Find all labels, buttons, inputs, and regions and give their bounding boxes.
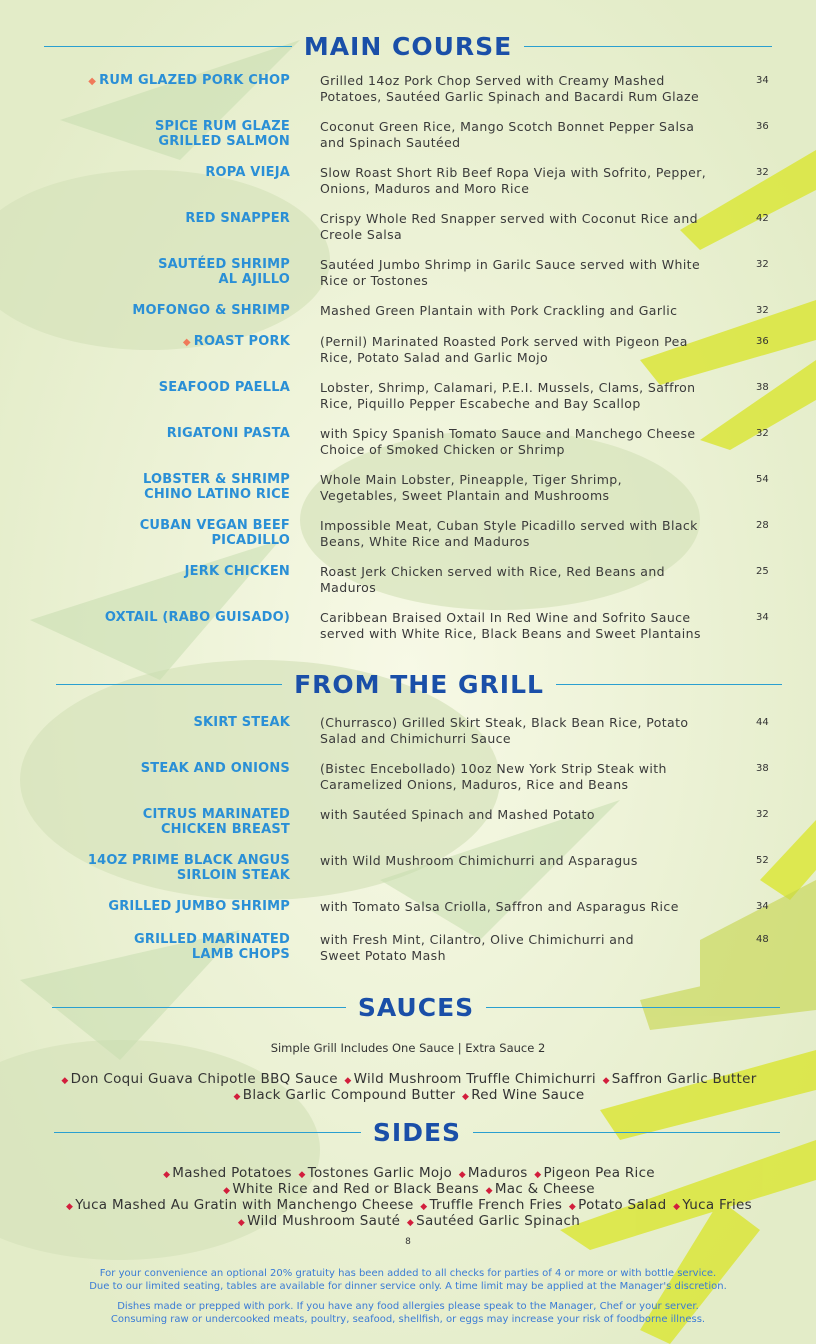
dish-name bbox=[30, 334, 290, 350]
dish-price: 32 bbox=[756, 305, 769, 316]
description-line: (Bistec Encebollado) 10oz New York Strip Steak with bbox=[320, 761, 667, 776]
description-line: and Spinach Sautéed bbox=[320, 134, 461, 150]
dish-price: 28 bbox=[756, 520, 769, 531]
sides-line bbox=[0, 1213, 816, 1231]
header-rule-left bbox=[54, 1132, 361, 1133]
description-line: Beans, White Rice and Maduros bbox=[320, 533, 530, 549]
bullet-diamond-icon: ◆ bbox=[673, 1202, 681, 1212]
dish-description bbox=[320, 119, 740, 150]
bullet-diamond-icon: ◆ bbox=[458, 1170, 466, 1180]
sides-item: Potato Salad bbox=[578, 1197, 667, 1213]
dish-name bbox=[30, 257, 290, 287]
description-line: Slow Roast Short Rib Beef Ropa Vieja with Sofrito, Pepper, bbox=[320, 165, 707, 180]
description-line: Crispy Whole Red Snapper served with Coconut Rice and bbox=[320, 211, 698, 226]
description-line: with Sautéed Spinach and Mashed Potato bbox=[320, 807, 595, 822]
allergy-notice bbox=[0, 1300, 816, 1326]
grill-title: FROM THE GRILL bbox=[294, 670, 544, 699]
bullet-diamond-icon: ◆ bbox=[61, 1076, 69, 1086]
description-line: Caramelized Onions, Maduros, Rice and Beans bbox=[320, 776, 629, 792]
dish-price: 34 bbox=[756, 901, 769, 912]
dish-price: 44 bbox=[756, 717, 769, 728]
dish-name-line: CHICKEN BREAST bbox=[160, 822, 290, 837]
header-rule-left bbox=[52, 1007, 346, 1008]
dish-price: 32 bbox=[756, 809, 769, 820]
dish-price: 25 bbox=[756, 566, 769, 577]
gratuity-line: Due to our limited seating, tables are available for dinner service only. A time limit may be applied at the Manager's discretion. bbox=[89, 1281, 727, 1292]
description-line: Impossible Meat, Cuban Style Picadillo served with Black bbox=[320, 518, 698, 533]
sides-item: Sautéed Garlic Spinach bbox=[416, 1213, 581, 1229]
description-line: Rice, Piquillo Pepper Escabeche and Bay Scallop bbox=[320, 395, 641, 411]
dish-name bbox=[30, 715, 290, 730]
bullet-diamond-icon: ◆ bbox=[298, 1170, 306, 1180]
dish-price: 32 bbox=[756, 428, 769, 439]
description-line: (Pernil) Marinated Roasted Pork served with Pigeon Pea bbox=[320, 334, 688, 349]
dish-name-line: ROPA VIEJA bbox=[205, 165, 290, 180]
description-line: Mashed Green Plantain with Pork Crackling and Garlic bbox=[320, 303, 678, 318]
sides-item: Yuca Mashed Au Gratin with Manchengo Cheese bbox=[75, 1197, 414, 1213]
dish-name bbox=[30, 426, 290, 441]
gratuity-notice bbox=[0, 1267, 816, 1293]
dish-name-line: GRILLED MARINATED bbox=[134, 932, 290, 947]
grill-header bbox=[0, 670, 816, 699]
description-line: with Tomato Salsa Criolla, Saffron and Asparagus Rice bbox=[320, 899, 679, 914]
dish-name-line: LAMB CHOPS bbox=[191, 947, 290, 962]
dish-price: 38 bbox=[756, 763, 769, 774]
header-rule-right bbox=[524, 46, 772, 47]
dish-name-line: SPICE RUM GLAZE bbox=[154, 119, 290, 134]
dish-name bbox=[30, 932, 290, 962]
description-line: with Spicy Spanish Tomato Sauce and Manchego Cheese bbox=[320, 426, 696, 441]
header-rule-right bbox=[556, 684, 782, 685]
dish-description bbox=[320, 472, 740, 503]
bullet-diamond-icon: ◆ bbox=[163, 1170, 171, 1180]
bullet-diamond-icon: ◆ bbox=[233, 1092, 241, 1102]
dish-description bbox=[320, 518, 740, 549]
dish-name bbox=[30, 211, 290, 226]
sauces-item: Saffron Garlic Butter bbox=[611, 1071, 757, 1087]
dish-name bbox=[30, 472, 290, 502]
sauces-line bbox=[0, 1087, 816, 1105]
dish-description bbox=[320, 932, 740, 963]
description-line: Whole Main Lobster, Pineapple, Tiger Shrimp, bbox=[320, 472, 622, 487]
dish-description bbox=[320, 715, 740, 746]
description-line: Onions, Maduros and Moro Rice bbox=[320, 180, 530, 196]
dish-price: 36 bbox=[756, 336, 769, 347]
dish-name bbox=[30, 518, 290, 548]
sauces-item: Black Garlic Compound Butter bbox=[242, 1087, 456, 1103]
allergy-line: Consuming raw or undercooked meats, poultry, seafood, shellfish, or eggs may increase your risk of foodborne illness. bbox=[110, 1314, 706, 1325]
sides-item: White Rice and Red or Black Beans bbox=[232, 1181, 479, 1197]
bullet-diamond-icon: ◆ bbox=[420, 1202, 428, 1212]
sauces-item: Red Wine Sauce bbox=[471, 1087, 585, 1103]
dish-name-line: SIRLOIN STEAK bbox=[176, 868, 290, 883]
header-rule-left bbox=[56, 684, 282, 685]
main-course-header bbox=[0, 32, 816, 61]
pork-icon: ◆ bbox=[88, 76, 97, 87]
sides-item: Pigeon Pea Rice bbox=[543, 1165, 655, 1181]
description-line: Grilled 14oz Pork Chop Served with Creamy Mashed bbox=[320, 73, 665, 88]
description-line: Roast Jerk Chicken served with Rice, Red Beans and bbox=[320, 564, 665, 579]
dish-price: 48 bbox=[756, 934, 769, 945]
dish-name-line: GRILLED JUMBO SHRIMP bbox=[108, 899, 290, 914]
dish-name bbox=[30, 564, 290, 579]
dish-description bbox=[320, 73, 740, 104]
description-line: Creole Salsa bbox=[320, 226, 403, 242]
sauces-title: SAUCES bbox=[357, 993, 475, 1022]
dish-name bbox=[30, 853, 290, 883]
sides-item: Mashed Potatoes bbox=[172, 1165, 292, 1181]
dish-description bbox=[320, 564, 740, 595]
dish-name-line: LOBSTER & SHRIMP bbox=[142, 472, 290, 487]
dish-name bbox=[30, 761, 290, 776]
dish-name-line: CHINO LATINO RICE bbox=[144, 487, 290, 502]
dish-name-line: RED SNAPPER bbox=[185, 211, 290, 226]
dish-name bbox=[30, 807, 290, 837]
bullet-diamond-icon: ◆ bbox=[568, 1202, 577, 1212]
dish-name-line: CUBAN VEGAN BEEF bbox=[139, 518, 290, 533]
description-line: Vegetables, Sweet Plantain and Mushrooms bbox=[320, 487, 610, 503]
description-line: Salad and Chimichurri Sauce bbox=[320, 730, 512, 746]
header-rule-left bbox=[44, 46, 292, 47]
header-rule-right bbox=[486, 1007, 780, 1008]
bullet-diamond-icon: ◆ bbox=[602, 1076, 610, 1086]
sauces-item: Don Coqui Guava Chipotle BBQ Sauce bbox=[70, 1071, 338, 1087]
description-line: Potatoes, Sautéed Garlic Spinach and Bacardi Rum Glaze bbox=[320, 88, 700, 104]
bullet-diamond-icon: ◆ bbox=[66, 1202, 74, 1212]
description-line: Coconut Green Rice, Mango Scotch Bonnet Pepper Salsa bbox=[320, 119, 695, 134]
sides-item: Maduros bbox=[467, 1165, 528, 1181]
dish-price: 54 bbox=[756, 474, 769, 485]
header-rule-right bbox=[473, 1132, 780, 1133]
dish-name bbox=[30, 73, 290, 89]
description-line: Caribbean Braised Oxtail In Red Wine and Sofrito Sauce bbox=[320, 610, 691, 625]
gratuity-line: For your convenience an optional 20% gratuity has been added to all checks for parties of 4 or more or with bottle service. bbox=[99, 1268, 717, 1279]
bullet-diamond-icon: ◆ bbox=[237, 1218, 246, 1228]
description-line: Choice of Smoked Chicken or Shrimp bbox=[320, 441, 565, 457]
description-line: Lobster, Shrimp, Calamari, P.E.I. Mussels, Clams, Saffron bbox=[320, 380, 696, 395]
dish-name-line: SEAFOOD PAELLA bbox=[158, 380, 290, 395]
description-line: Rice, Potato Salad and Garlic Mojo bbox=[320, 349, 549, 365]
description-line: Rice or Tostones bbox=[320, 272, 429, 288]
dish-name bbox=[30, 610, 290, 625]
description-line: Sautéed Jumbo Shrimp in Garilc Sauce served with White bbox=[320, 257, 701, 272]
sides-item: Truffle French Fries bbox=[429, 1197, 563, 1213]
dish-description bbox=[320, 853, 740, 869]
dish-name bbox=[30, 165, 290, 180]
description-line: with Wild Mushroom Chimichurri and Asparagus bbox=[320, 853, 638, 868]
sides-header bbox=[0, 1118, 816, 1147]
dish-name-line: RUM GLAZED PORK CHOP bbox=[99, 73, 290, 88]
dish-name-line: RIGATONI PASTA bbox=[166, 426, 290, 441]
dish-description bbox=[320, 610, 740, 641]
dish-name bbox=[30, 380, 290, 395]
dish-name-line: OXTAIL (RABO GUISADO) bbox=[104, 610, 290, 625]
description-line: (Churrasco) Grilled Skirt Steak, Black Bean Rice, Potato bbox=[320, 715, 689, 730]
sides-item: Mac & Cheese bbox=[494, 1181, 595, 1197]
sides-item: Tostones Garlic Mojo bbox=[307, 1165, 453, 1181]
bullet-diamond-icon: ◆ bbox=[223, 1186, 231, 1196]
dish-description bbox=[320, 761, 740, 792]
dish-name-line: ROAST PORK bbox=[193, 334, 290, 349]
dish-price: 32 bbox=[756, 259, 769, 270]
dish-name-line: MOFONGO & SHRIMP bbox=[132, 303, 290, 318]
dish-description bbox=[320, 899, 740, 915]
dish-name-line: STEAK AND ONIONS bbox=[140, 761, 290, 776]
sauces-header bbox=[0, 993, 816, 1022]
dish-price: 32 bbox=[756, 167, 769, 178]
dish-name bbox=[30, 119, 290, 149]
bullet-diamond-icon: ◆ bbox=[534, 1170, 542, 1180]
dish-name bbox=[30, 303, 290, 318]
dish-description bbox=[320, 303, 740, 319]
dish-price: 52 bbox=[756, 855, 769, 866]
bullet-diamond-icon: ◆ bbox=[485, 1186, 493, 1196]
dish-name-line: SKIRT STEAK bbox=[193, 715, 290, 730]
bullet-diamond-icon: ◆ bbox=[344, 1076, 352, 1086]
description-line: Maduros bbox=[320, 579, 377, 595]
dish-name-line: JERK CHICKEN bbox=[184, 564, 290, 579]
dish-price: 34 bbox=[756, 75, 769, 86]
dish-price: 34 bbox=[756, 612, 769, 623]
dish-description bbox=[320, 165, 740, 196]
page-number: 8 bbox=[405, 1237, 411, 1247]
dish-price: 42 bbox=[756, 213, 769, 224]
bullet-diamond-icon: ◆ bbox=[461, 1092, 470, 1102]
description-line: with Fresh Mint, Cilantro, Olive Chimichurri and bbox=[320, 932, 634, 947]
dish-description bbox=[320, 380, 740, 411]
dish-price: 38 bbox=[756, 382, 769, 393]
sauce-note: Simple Grill Includes One Sauce | Extra Sauce 2 bbox=[270, 1041, 546, 1055]
dish-name-line: GRILLED SALMON bbox=[158, 134, 290, 149]
dish-name-line: 14OZ PRIME BLACK ANGUS bbox=[87, 853, 290, 868]
sides-title: SIDES bbox=[372, 1118, 462, 1147]
sauces-item: Wild Mushroom Truffle Chimichurri bbox=[353, 1071, 596, 1087]
dish-description bbox=[320, 257, 740, 288]
pork-icon: ◆ bbox=[182, 337, 191, 348]
sides-item: Wild Mushroom Sauté bbox=[247, 1213, 401, 1229]
dish-name-line: CITRUS MARINATED bbox=[142, 807, 290, 822]
bullet-diamond-icon: ◆ bbox=[406, 1218, 415, 1228]
main-course-title: MAIN COURSE bbox=[303, 32, 513, 61]
sides-item: Yuca Fries bbox=[682, 1197, 752, 1213]
dish-description bbox=[320, 426, 740, 457]
allergy-line: Dishes made or prepped with pork. If you have any food allergies please speak to the Manager, Chef or your server. bbox=[117, 1301, 699, 1312]
description-line: served with White Rice, Black Beans and Sweet Plantains bbox=[320, 625, 701, 641]
dish-name-line: SAUTÉED SHRIMP bbox=[158, 257, 290, 272]
description-line: Sweet Potato Mash bbox=[320, 947, 446, 963]
dish-description bbox=[320, 211, 740, 242]
dish-name-line: PICADILLO bbox=[211, 533, 290, 548]
dish-description bbox=[320, 334, 740, 365]
dish-description bbox=[320, 807, 740, 823]
dish-name-line: AL AJILLO bbox=[218, 272, 290, 287]
dish-name bbox=[30, 899, 290, 914]
dish-price: 36 bbox=[756, 121, 769, 132]
